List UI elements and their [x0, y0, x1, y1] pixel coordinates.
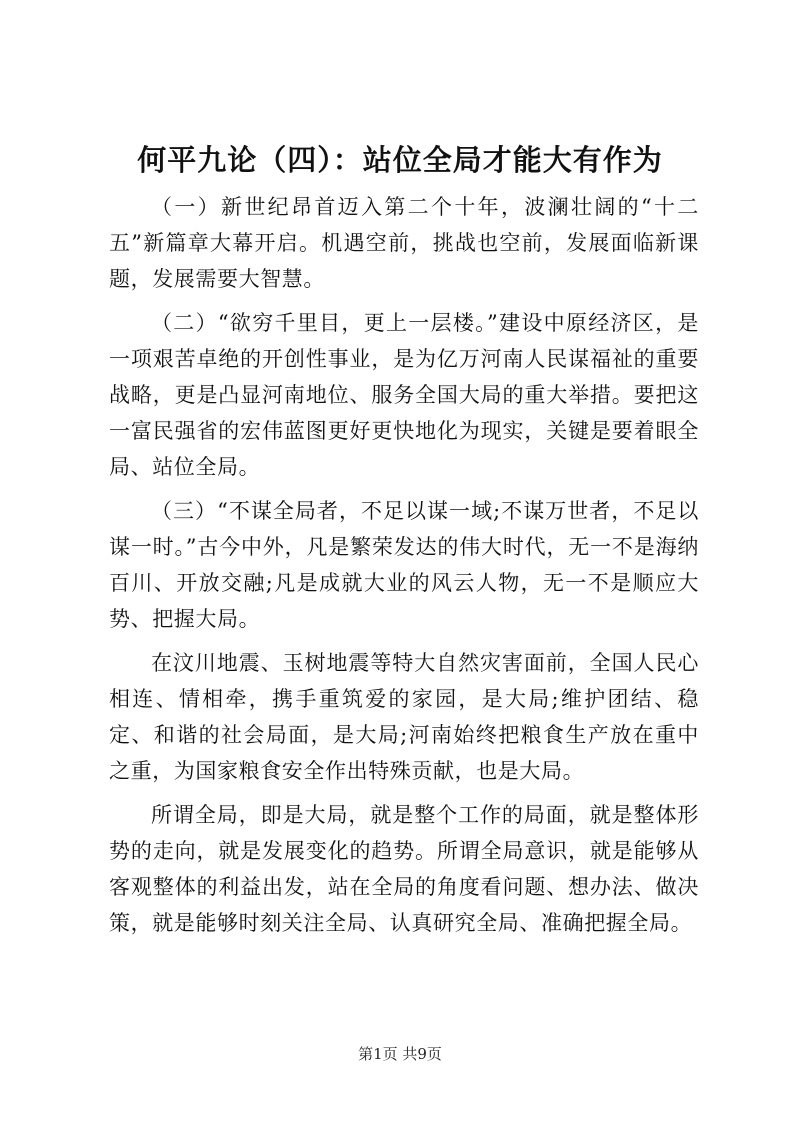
- paragraph-4: 在汶川地震、玉树地震等特大自然灾害面前，全国人民心相连、情相牵，携手重筑爱的家园，是大局;维护团结、稳定、和谐的社会局面，是大局;河南始终把粮食生产放在重中之重，为国家粮食安全作出特殊贡献，也是大局。: [109, 651, 699, 783]
- paragraph-5: 所谓全局，即是大局，就是整个工作的局面，就是整体形势的走向，就是发展变化的趋势。所谓全局意识，就是能够从客观整体的利益出发，站在全局的角度看问题、想办法、做决策，就是能够时刻关注全局、认真研究全局、准确把握全局。: [109, 803, 699, 935]
- document-title: 何平九论（四）：站位全局才能大有作为: [137, 143, 663, 177]
- paragraph-2: （二）“欲穷千里目，更上一层楼。”建设中原经济区，是一项艰苦卓绝的开创性事业，是为亿万河南人民谋福祉的重要战略，更是凸显河南地位、服务全国大局的重大举措。要把这一富民强省的宏伟蓝图更好更快地化为现实，关键是要着眼全局、站位全局。: [109, 311, 699, 479]
- paragraph-3: （三）“不谋全局者，不足以谋一域;不谋万世者，不足以谋一时。”古今中外，凡是繁荣发达的伟大时代，无一不是海纳百川、开放交融;凡是成就大业的风云人物，无一不是顺应大势、把握大局。: [109, 499, 699, 631]
- document-body: [109, 189, 699, 949]
- page-number-footer: 第1页 共9页: [358, 1045, 442, 1063]
- paragraph-1: （一）新世纪昂首迈入第二个十年，波澜壮阔的“十二五”新篇章大幕开启。机遇空前，挑战也空前，发展面临新课题，发展需要大智慧。: [109, 195, 699, 291]
